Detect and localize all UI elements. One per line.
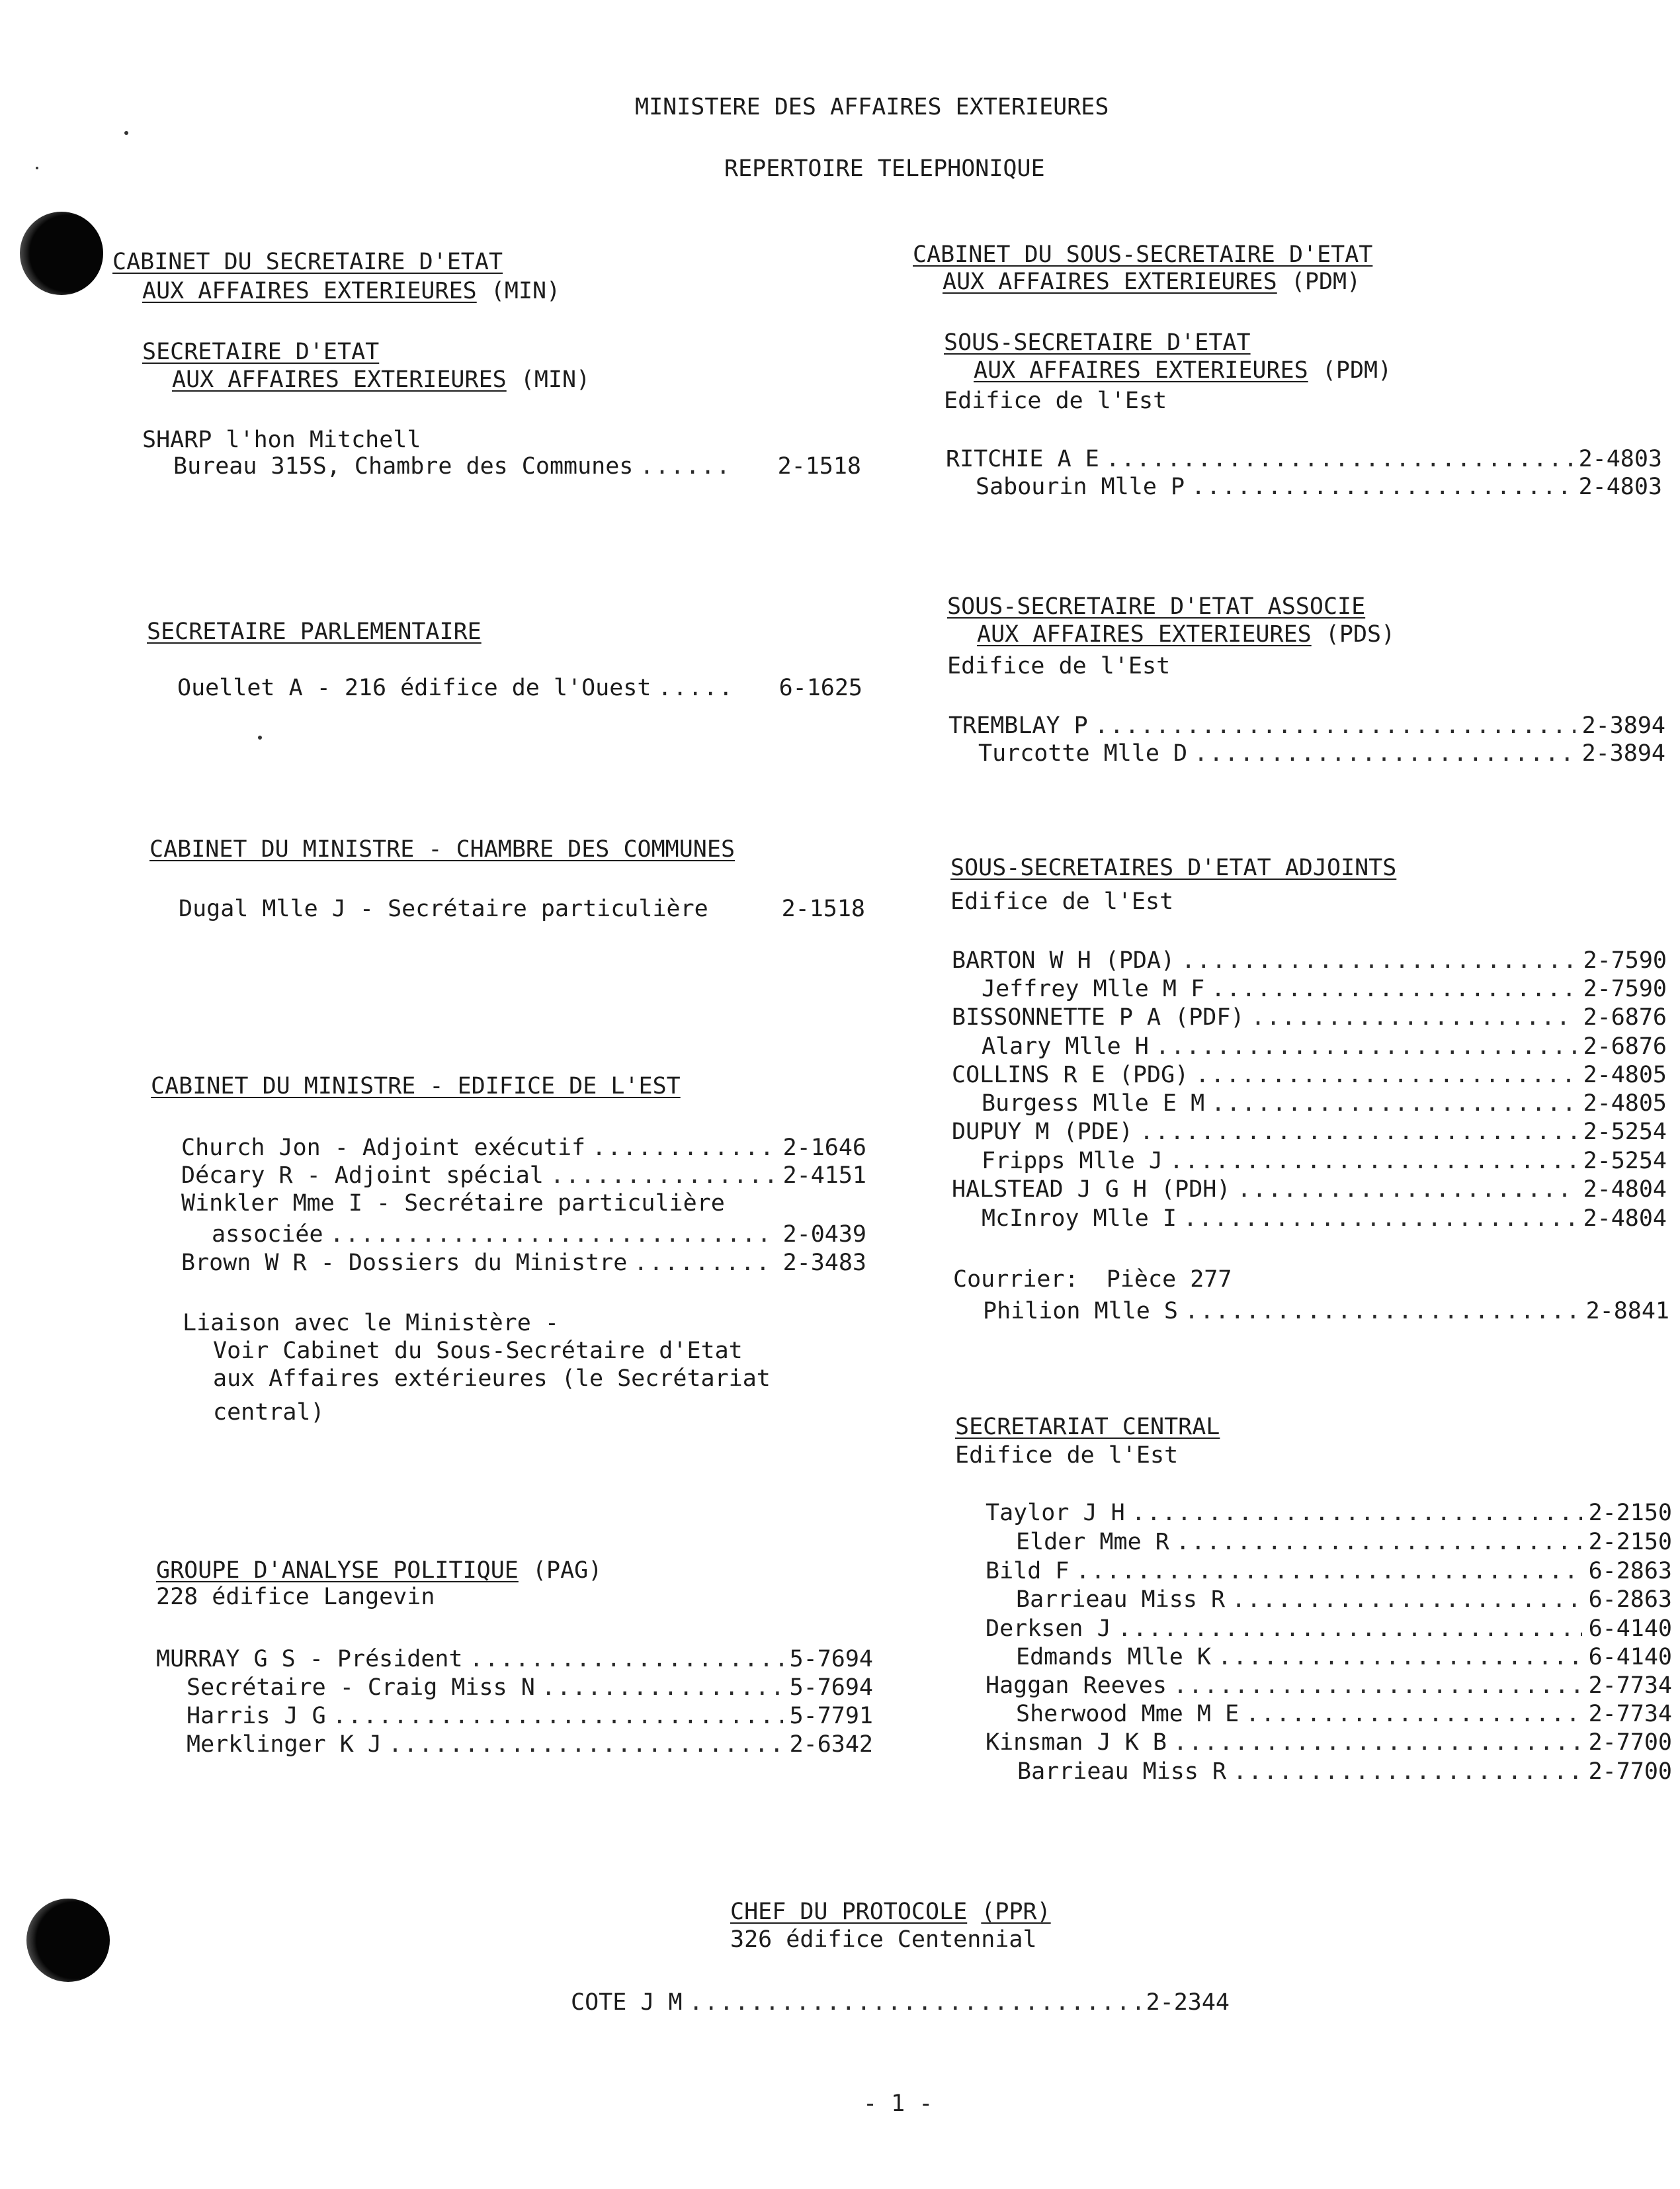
murray-phone: 5-7694 [789, 1646, 873, 1672]
edmands-entry [1016, 1643, 1672, 1672]
leader-dots [388, 1730, 783, 1759]
leader-dots [470, 1645, 783, 1674]
leader-dots [1211, 974, 1576, 1004]
leader-dots [689, 1988, 1140, 2017]
taylor-phone: 2-2150 [1588, 1500, 1672, 1526]
burgess-name: Burgess Mlle E M [982, 1090, 1205, 1117]
leader-dots [1185, 1297, 1579, 1326]
bild-entry [986, 1557, 1672, 1586]
haggan-entry [986, 1671, 1672, 1700]
derksen-entry [986, 1614, 1672, 1643]
philion-name: Philion Mlle S [983, 1298, 1179, 1324]
secretaire-parlementaire-title: SECRETAIRE PARLEMENTAIRE [147, 619, 482, 645]
burgess-entry [982, 1089, 1667, 1118]
sabourin-phone: 2-4803 [1578, 474, 1662, 500]
brown-phone: 2-3483 [782, 1250, 866, 1276]
philion-phone: 2-8841 [1585, 1298, 1669, 1324]
sharp-phone: 2-1518 [777, 453, 861, 480]
leader-dots [1118, 1614, 1582, 1643]
sharp-name: SHARP l'hon Mitchell [142, 427, 421, 453]
ritchie-name: RITCHIE A E [946, 446, 1099, 472]
sous-secretaire-location: Edifice de l'Est [944, 388, 1167, 414]
halstead-entry [952, 1175, 1667, 1204]
kinsman-phone: 2-7700 [1588, 1729, 1672, 1756]
mcinroy-name: McInroy Mlle I [982, 1205, 1177, 1232]
philion-entry [983, 1297, 1669, 1326]
mcinroy-entry [982, 1204, 1667, 1233]
derksen-phone: 6-4140 [1588, 1615, 1672, 1642]
barrieau-name-2: Barrieau Miss R [1017, 1758, 1227, 1785]
sabourin-name: Sabourin Mlle P [976, 474, 1185, 500]
leader-dots [1194, 739, 1575, 768]
cabinet-sous-secretaire-subtitle-text: AUX AFFAIRES EXTERIEURES [943, 269, 1277, 295]
fripps-name: Fripps Mlle J [982, 1148, 1163, 1174]
groupe-analyse-title [156, 1556, 602, 1585]
merklinger-name: Merklinger K J [187, 1731, 382, 1758]
craig-entry [187, 1673, 873, 1702]
barton-name: BARTON W H (PDA) [952, 947, 1175, 974]
secretaire-etat-code: (MIN) [520, 366, 591, 393]
dugal-phone: 2-1518 [781, 896, 865, 922]
church-phone: 2-1646 [782, 1135, 866, 1161]
groupe-analyse-code: (PAG) [532, 1557, 603, 1584]
leader-dots [1140, 1117, 1577, 1146]
leader-dots [1075, 1557, 1581, 1586]
tremblay-phone: 2-3894 [1581, 712, 1665, 739]
cote-phone: 2-2344 [1146, 1989, 1230, 2016]
leader-dots [1233, 1757, 1581, 1786]
turcotte-entry [978, 739, 1665, 768]
alary-phone: 2-6876 [1583, 1033, 1667, 1060]
cabinet-sous-secretaire-subtitle [943, 267, 1361, 296]
sous-secretaire-subtitle [974, 356, 1392, 385]
fripps-phone: 2-5254 [1583, 1148, 1667, 1174]
leader-dots [1211, 1089, 1576, 1118]
liaison-line-4: central) [213, 1399, 325, 1426]
leader-dots [542, 1673, 783, 1702]
associe-location: Edifice de l'Est [947, 653, 1171, 679]
ouellet-name: Ouellet A - 216 édifice de l'Ouest [177, 675, 651, 701]
barton-entry [952, 946, 1667, 975]
leader-dots [1095, 711, 1575, 740]
harris-phone: 5-7791 [789, 1703, 873, 1729]
cabinet-secretaire-subtitle-text: AUX AFFAIRES EXTERIEURES [142, 278, 477, 304]
associe-title: SOUS-SECRETAIRE D'ETAT ASSOCIE [947, 593, 1366, 620]
bild-phone: 6-2863 [1588, 1558, 1672, 1584]
winkler-entry [212, 1220, 866, 1249]
leader-dots [1169, 1146, 1577, 1176]
secretaire-etat-subtitle [172, 365, 590, 394]
fripps-entry [982, 1146, 1667, 1176]
leader-dots [1181, 946, 1576, 975]
ritchie-phone: 2-4803 [1578, 446, 1662, 472]
sharp-office-entry [173, 452, 861, 481]
halstead-phone: 2-4804 [1583, 1176, 1667, 1203]
cote-name: COTE J M [571, 1989, 683, 2016]
haggan-phone: 2-7734 [1588, 1672, 1672, 1699]
harris-entry [187, 1701, 873, 1731]
mcinroy-phone: 2-4804 [1583, 1205, 1667, 1232]
merklinger-entry [187, 1730, 873, 1759]
leader-dots [1218, 1643, 1582, 1672]
liaison-line-2: Voir Cabinet du Sous-Secrétaire d'Etat [213, 1338, 743, 1364]
page-number: - 1 - [863, 2090, 933, 2117]
speck [124, 131, 128, 135]
elder-name: Elder Mme R [1016, 1529, 1169, 1555]
bild-name: Bild F [986, 1558, 1070, 1584]
kinsman-name: Kinsman J K B [986, 1729, 1167, 1756]
dugal-name: Dugal Mlle J - Secrétaire particulière [179, 896, 708, 922]
chef-protocole-code: (PPR) [981, 1899, 1051, 1925]
merklinger-phone: 2-6342 [789, 1731, 873, 1758]
elder-phone: 2-2150 [1588, 1529, 1672, 1555]
cabinet-est-title: CABINET DU MINISTRE - EDIFICE DE L'EST [151, 1073, 681, 1099]
leader-dots [1173, 1728, 1582, 1757]
brown-name: Brown W R - Dossiers du Ministre [181, 1250, 628, 1276]
dupuy-name: DUPUY M (PDE) [952, 1119, 1133, 1145]
bissonnette-phone: 2-6876 [1583, 1004, 1667, 1031]
dupuy-entry [952, 1117, 1667, 1146]
courrier-label: Courrier: Pièce 277 [953, 1266, 1232, 1293]
turcotte-phone: 2-3894 [1581, 740, 1665, 767]
barrieau-phone-2: 2-7700 [1588, 1758, 1672, 1785]
leader-dots [634, 1248, 776, 1277]
sharp-office: Bureau 315S, Chambre des Communes [173, 453, 634, 480]
tremblay-name: TREMBLAY P [948, 712, 1088, 739]
collins-entry [952, 1060, 1667, 1090]
decary-phone: 2-4151 [782, 1162, 866, 1189]
sous-secretaire-code: (PDM) [1322, 357, 1392, 384]
winkler-name: Winkler Mme I - Secrétaire particulière [181, 1190, 725, 1217]
sherwood-name: Sherwood Mme M E [1016, 1701, 1239, 1727]
barrieau-entry-2 [1017, 1757, 1672, 1786]
taylor-entry [986, 1498, 1672, 1527]
sherwood-phone: 2-7734 [1588, 1701, 1672, 1727]
chef-protocole-title-text: CHEF DU PROTOCOLE [730, 1899, 968, 1925]
edmands-name: Edmands Mlle K [1016, 1644, 1212, 1670]
chef-protocole-location: 326 édifice Centennial [730, 1926, 1037, 1953]
liaison-line-1: Liaison avec le Ministère - [183, 1310, 559, 1336]
taylor-name: Taylor J H [986, 1500, 1125, 1526]
edmands-phone: 6-4140 [1588, 1644, 1672, 1670]
secretariat-central-title: SECRETARIAT CENTRAL [955, 1414, 1220, 1440]
associe-subtitle-text: AUX AFFAIRES EXTERIEURES [977, 621, 1312, 648]
leader-dots [333, 1701, 783, 1731]
harris-name: Harris J G [187, 1703, 326, 1729]
associe-code: (PDS) [1325, 621, 1396, 648]
leader-dots [1106, 445, 1572, 474]
leader-dots [1245, 1699, 1581, 1729]
tremblay-entry [948, 711, 1665, 740]
craig-phone: 5-7694 [789, 1674, 873, 1701]
murray-name: MURRAY G S - Président [156, 1646, 463, 1672]
leader-dots [1191, 472, 1572, 501]
directory-title: REPERTOIRE TELEPHONIQUE [724, 155, 1045, 182]
leader-dots [330, 1220, 777, 1249]
craig-name: Secrétaire - Craig Miss N [187, 1674, 535, 1701]
barrieau-entry-1 [1016, 1585, 1672, 1614]
leader-dots [1237, 1175, 1576, 1204]
cabinet-secretaire-title: CABINET DU SECRETAIRE D'ETAT [112, 249, 503, 275]
ministry-title: MINISTERE DES AFFAIRES EXTERIEURES [635, 94, 1109, 120]
secretariat-central-location: Edifice de l'Est [955, 1442, 1179, 1469]
church-name: Church Jon - Adjoint exécutif [181, 1135, 586, 1161]
jeffrey-name: Jeffrey Mlle M F [982, 976, 1205, 1002]
turcotte-name: Turcotte Mlle D [978, 740, 1188, 767]
bissonnette-entry [952, 1003, 1667, 1032]
cabinet-sous-secretaire-code: (PDM) [1290, 269, 1361, 295]
chef-protocole-title [730, 1897, 1051, 1926]
sous-secretaire-subtitle-text: AUX AFFAIRES EXTERIEURES [974, 357, 1308, 384]
speck [258, 736, 262, 740]
cabinet-sous-secretaire-title: CABINET DU SOUS-SECRETAIRE D'ETAT [913, 241, 1373, 268]
leader-dots [1176, 1527, 1582, 1557]
groupe-analyse-title-text: GROUPE D'ANALYSE POLITIQUE [156, 1557, 519, 1584]
groupe-analyse-location: 228 édifice Langevin [156, 1584, 435, 1610]
leader-dots [550, 1161, 777, 1190]
alary-entry [982, 1032, 1667, 1061]
decary-name: Décary R - Adjoint spécial [181, 1162, 544, 1189]
dugal-entry [179, 894, 865, 923]
cabinet-secretaire-code: (MIN) [490, 278, 561, 304]
winkler-cont: associée [212, 1221, 323, 1248]
liaison-line-3: aux Affaires extérieures (le Secrétariat [213, 1365, 771, 1392]
ritchie-entry [946, 445, 1662, 474]
winkler-phone: 2-0439 [782, 1221, 866, 1248]
barrieau-name-1: Barrieau Miss R [1016, 1586, 1226, 1613]
leader-dots [1155, 1032, 1577, 1061]
leader-dots [640, 452, 726, 481]
ouellet-entry [177, 673, 862, 703]
brown-entry [181, 1248, 866, 1277]
halstead-name: HALSTEAD J G H (PDH) [952, 1176, 1231, 1203]
burgess-phone: 2-4805 [1583, 1090, 1667, 1117]
cote-entry [571, 1988, 1230, 2017]
elder-entry [1016, 1527, 1672, 1557]
leader-dots [1195, 1060, 1576, 1090]
cabinet-communes-title: CABINET DU MINISTRE - CHAMBRE DES COMMUNES [149, 836, 735, 863]
leader-dots [592, 1133, 776, 1162]
barton-phone: 2-7590 [1583, 947, 1667, 974]
adjoints-title: SOUS-SECRETAIRES D'ETAT ADJOINTS [950, 855, 1397, 881]
decary-entry [181, 1161, 866, 1190]
sabourin-entry [976, 472, 1662, 501]
punch-hole-bottom [26, 1899, 110, 1982]
barrieau-phone-1: 6-2863 [1588, 1586, 1672, 1613]
leader-dots [657, 673, 730, 703]
cabinet-secretaire-subtitle [142, 277, 560, 306]
adjoints-location: Edifice de l'Est [950, 888, 1174, 915]
haggan-name: Haggan Reeves [986, 1672, 1167, 1699]
sherwood-entry [1016, 1699, 1672, 1729]
collins-name: COLLINS R E (PDG) [952, 1062, 1189, 1088]
derksen-name: Derksen J [986, 1615, 1111, 1642]
sous-secretaire-title: SOUS-SECRETAIRE D'ETAT [944, 329, 1251, 356]
alary-name: Alary Mlle H [982, 1033, 1149, 1060]
dupuy-phone: 2-5254 [1583, 1119, 1667, 1145]
leader-dots [1251, 1003, 1577, 1032]
jeffrey-entry [982, 974, 1667, 1004]
speck [36, 167, 38, 169]
associe-subtitle [977, 620, 1395, 649]
ouellet-phone: 6-1625 [778, 675, 862, 701]
leader-dots [1232, 1585, 1581, 1614]
kinsman-entry [986, 1728, 1672, 1757]
murray-entry [156, 1645, 873, 1674]
secretaire-etat-title: SECRETAIRE D'ETAT [142, 339, 380, 365]
bissonnette-name: BISSONNETTE P A (PDF) [952, 1004, 1245, 1031]
jeffrey-phone: 2-7590 [1583, 976, 1667, 1002]
punch-hole-top [20, 212, 103, 295]
leader-dots [1173, 1671, 1582, 1700]
leader-dots [1183, 1204, 1577, 1233]
church-entry [181, 1133, 866, 1162]
secretaire-etat-subtitle-text: AUX AFFAIRES EXTERIEURES [172, 366, 507, 393]
leader-dots [1132, 1498, 1582, 1527]
collins-phone: 2-4805 [1583, 1062, 1667, 1088]
